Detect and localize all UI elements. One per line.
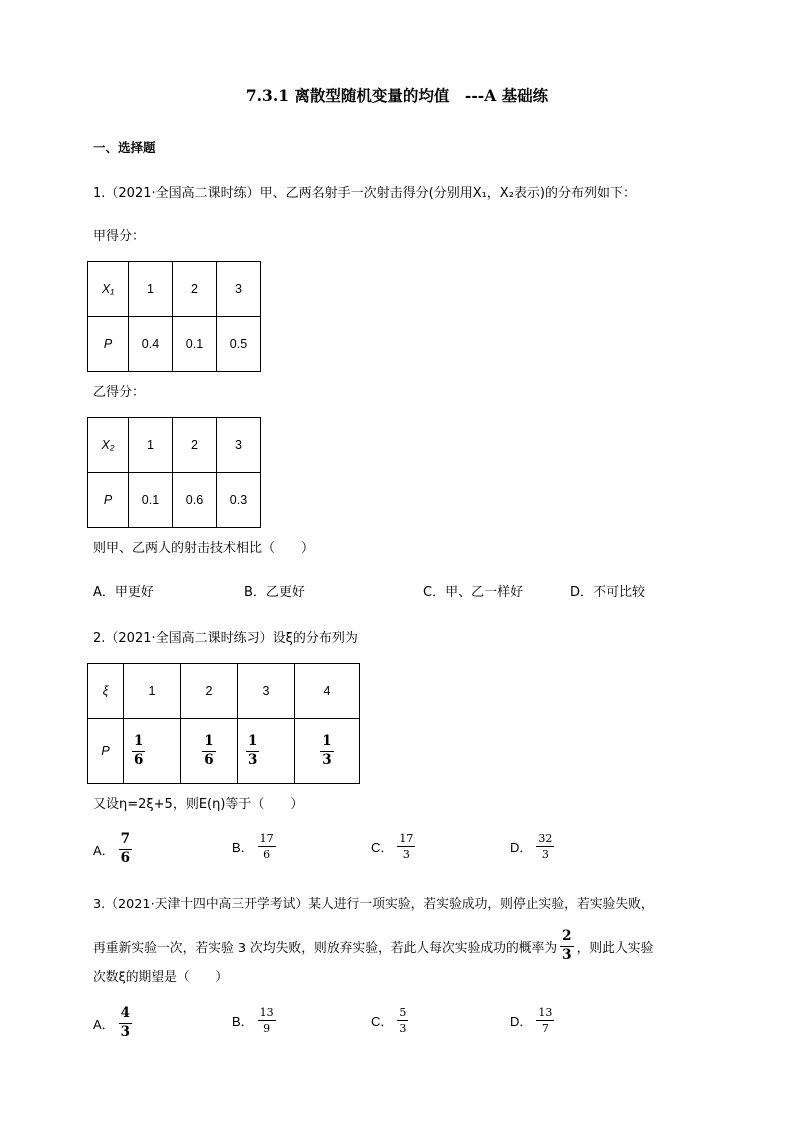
fraction: $\frac{13}{9}$ [259,1006,274,1035]
fraction: $\frac{5}{3}$ [399,1006,407,1035]
fraction: $\frac{1}{6}$ [204,733,214,768]
table-prob-cell: 0.4 [129,317,173,372]
table-p-cell: P [88,473,129,528]
q1-table-yi [87,417,261,528]
q2-option-a: A． $\frac{7}{6}$ [93,831,131,866]
fraction: $\frac{17}{6}$ [259,832,274,861]
table-prob-cell [238,719,295,784]
table-p-cell: P [88,719,124,784]
q3-option-a: A． $\frac{4}{3}$ [93,1005,131,1040]
table-value-cell: 2 [181,664,238,719]
table-value-cell: 3 [238,664,295,719]
q3-option-b: B． $\frac{13}{9}$ [232,1006,274,1035]
q1-option-d: D．不可比较 [570,585,646,600]
table-value-cell: 2 [173,262,217,317]
table-value-cell: 2 [173,418,217,473]
fraction: $\frac{17}{3}$ [399,832,414,861]
q1-option-c: C．甲、乙一样好 [423,585,524,600]
table-prob-cell: 0.5 [217,317,261,372]
table-prob-cell: 0.1 [129,473,173,528]
table-value-cell: 3 [217,262,261,317]
q3-line-1: 3.（2021·天津十四中高三开学考试）某人进行一项实验，若实验成功，则停止实验，若实验失败， [93,897,654,912]
q1-table-jia [87,261,261,372]
q2-table [87,663,360,784]
q3-line-2a: 再重新实验一次，若实验 3 次均失败，则放弃实验，若此人每次实验成功的概率为 [93,940,558,956]
q1-yi-label: 乙得分： [93,385,146,400]
fraction: $\frac{13}{7}$ [538,1006,553,1035]
table-prob-cell [181,719,238,784]
q3-option-d: D． $\frac{13}{7}$ [510,1006,553,1035]
table-var-cell: X₁ [88,262,129,317]
fraction: $\frac{1}{3}$ [322,733,332,768]
q2-option-b: B． $\frac{17}{6}$ [232,832,274,861]
table-value-cell: 1 [129,262,173,317]
q3-option-c: C． $\frac{5}{3}$ [371,1006,407,1035]
q2-stem: 2.（2021·全国高二课时练习）设ξ的分布列为 [93,631,358,646]
table-prob-cell [295,719,360,784]
q1-option-b: B．乙更好 [244,585,305,600]
q3-line-2 [93,930,653,962]
table-prob-cell: 0.6 [173,473,217,528]
table-value-cell: 1 [124,664,181,719]
q2-question: 又设η=2ξ+5，则E(η)等于（ ） [93,797,304,812]
table-prob-cell [124,719,181,784]
fraction: $\frac{32}{3}$ [538,832,553,861]
q1-option-a: A．甲更好 [93,585,154,600]
fraction: $\frac{4}{3}$ [120,1005,131,1040]
fraction: $\frac{7}{6}$ [120,831,131,866]
table-value-cell: 4 [295,664,360,719]
table-value-cell: 1 [129,418,173,473]
q1-question: 则甲、乙两人的射击技术相比（ ） [93,541,315,556]
page-title: 7.3.1 离散型随机变量的均值 ---A 基础练 [245,86,549,105]
table-var-cell: ξ [88,664,124,719]
q1-jia-label: 甲得分： [93,229,146,244]
table-prob-cell: 0.1 [173,317,217,372]
table-p-cell: P [88,317,129,372]
q3-line-3: 次数ξ的期望是（ ） [93,970,229,985]
table-value-cell: 3 [217,418,261,473]
table-var-cell: X₂ [88,418,129,473]
table-prob-cell: 0.3 [217,473,261,528]
q2-option-c: C． $\frac{17}{3}$ [371,832,414,861]
fraction: $\frac{1}{3}$ [248,733,258,768]
section-heading: 一、选择题 [93,140,156,155]
q1-stem: 1.（2021·全国高二课时练）甲、乙两名射手一次射击得分(分别用X₁，X₂表示)的分布列如下： [93,186,636,201]
fraction: $\frac{1}{6}$ [134,733,144,768]
q3-line-2b: ，则此人实验 [576,940,654,956]
fraction: $\frac{2}{3}$ [562,928,572,963]
q2-option-d: D． $\frac{32}{3}$ [510,832,553,861]
